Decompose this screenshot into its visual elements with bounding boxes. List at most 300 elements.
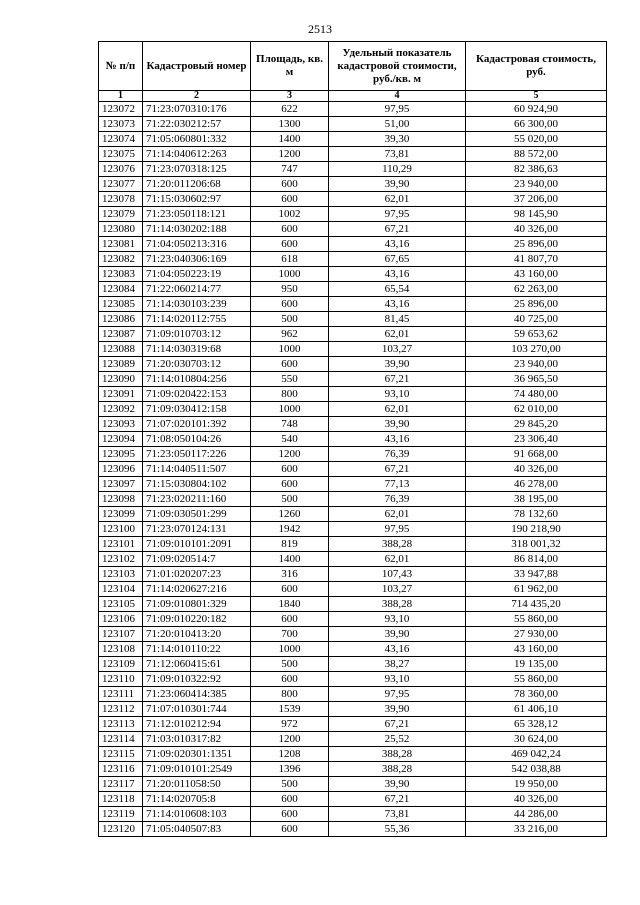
row-number-cell: 123091 xyxy=(99,387,143,402)
table-row xyxy=(99,237,607,252)
table-row xyxy=(99,357,607,372)
cadastral-cost-cell: 60 924,90 xyxy=(466,102,607,117)
cadastral-cost-cell: 62 263,00 xyxy=(466,282,607,297)
header-row-number: № п/п xyxy=(99,42,143,91)
row-number-cell: 123113 xyxy=(99,717,143,732)
area-cell: 1200 xyxy=(251,447,329,462)
area-cell: 972 xyxy=(251,717,329,732)
cadastral-cost-cell: 190 218,90 xyxy=(466,522,607,537)
cadastral-cost-cell: 33 216,00 xyxy=(466,822,607,837)
area-cell: 700 xyxy=(251,627,329,642)
cadastral-cost-cell: 86 814,00 xyxy=(466,552,607,567)
cadastral-cost-cell: 61 406,10 xyxy=(466,702,607,717)
table-row xyxy=(99,612,607,627)
row-number-cell: 123082 xyxy=(99,252,143,267)
area-cell: 1300 xyxy=(251,117,329,132)
area-cell: 618 xyxy=(251,252,329,267)
specific-value-cell: 65,54 xyxy=(329,282,466,297)
cadastral-cost-cell: 61 962,00 xyxy=(466,582,607,597)
specific-value-cell: 39,90 xyxy=(329,177,466,192)
row-number-cell: 123081 xyxy=(99,237,143,252)
cadastral-number-cell: 71:09:030501:299 xyxy=(143,507,251,522)
table-row xyxy=(99,717,607,732)
cadastral-number-cell: 71:09:030412:158 xyxy=(143,402,251,417)
area-cell: 1200 xyxy=(251,147,329,162)
specific-value-cell: 388,28 xyxy=(329,762,466,777)
cadastral-number-cell: 71:12:060415:61 xyxy=(143,657,251,672)
specific-value-cell: 93,10 xyxy=(329,387,466,402)
table-row xyxy=(99,417,607,432)
cadastral-number-cell: 71:20:010413:20 xyxy=(143,627,251,642)
cadastral-number-cell: 71:09:010801:329 xyxy=(143,597,251,612)
area-cell: 550 xyxy=(251,372,329,387)
cadastral-cost-cell: 65 328,12 xyxy=(466,717,607,732)
row-number-cell: 123120 xyxy=(99,822,143,837)
row-number-cell: 123107 xyxy=(99,627,143,642)
header-area: Площадь, кв. м xyxy=(251,42,329,91)
row-number-cell: 123118 xyxy=(99,792,143,807)
cadastral-number-cell: 71:14:020627:216 xyxy=(143,582,251,597)
cadastral-cost-cell: 103 270,00 xyxy=(466,342,607,357)
header-cadastral-number: Кадастровый номер xyxy=(143,42,251,91)
table-column-number-row xyxy=(99,91,607,102)
cadastral-number-cell: 71:23:050118:121 xyxy=(143,207,251,222)
specific-value-cell: 77,13 xyxy=(329,477,466,492)
table-row xyxy=(99,162,607,177)
cadastral-number-cell: 71:01:020207:23 xyxy=(143,567,251,582)
row-number-cell: 123109 xyxy=(99,657,143,672)
table-row xyxy=(99,537,607,552)
specific-value-cell: 103,27 xyxy=(329,342,466,357)
cadastral-number-cell: 71:14:030202:188 xyxy=(143,222,251,237)
cadastral-cost-cell: 25 896,00 xyxy=(466,237,607,252)
area-cell: 500 xyxy=(251,492,329,507)
specific-value-cell: 62,01 xyxy=(329,552,466,567)
table-body xyxy=(99,102,607,837)
specific-value-cell: 62,01 xyxy=(329,192,466,207)
specific-value-cell: 73,81 xyxy=(329,807,466,822)
specific-value-cell: 388,28 xyxy=(329,537,466,552)
specific-value-cell: 43,16 xyxy=(329,432,466,447)
cadastral-number-cell: 71:23:040306:169 xyxy=(143,252,251,267)
area-cell: 600 xyxy=(251,222,329,237)
specific-value-cell: 39,90 xyxy=(329,702,466,717)
specific-value-cell: 67,21 xyxy=(329,462,466,477)
cadastral-number-cell: 71:14:040612:263 xyxy=(143,147,251,162)
area-cell: 500 xyxy=(251,657,329,672)
cadastral-number-cell: 71:23:060414:385 xyxy=(143,687,251,702)
area-cell: 600 xyxy=(251,477,329,492)
table-row xyxy=(99,807,607,822)
cadastral-cost-cell: 40 326,00 xyxy=(466,462,607,477)
column-number: 3 xyxy=(251,91,329,102)
cadastral-cost-cell: 88 572,00 xyxy=(466,147,607,162)
cadastral-cost-cell: 40 326,00 xyxy=(466,792,607,807)
cadastral-cost-cell: 78 132,60 xyxy=(466,507,607,522)
row-number-cell: 123102 xyxy=(99,552,143,567)
table-row xyxy=(99,402,607,417)
row-number-cell: 123087 xyxy=(99,327,143,342)
area-cell: 600 xyxy=(251,792,329,807)
cadastral-number-cell: 71:23:020211:160 xyxy=(143,492,251,507)
area-cell: 600 xyxy=(251,612,329,627)
cadastral-cost-cell: 23 940,00 xyxy=(466,177,607,192)
row-number-cell: 123092 xyxy=(99,402,143,417)
cadastral-cost-cell: 29 845,20 xyxy=(466,417,607,432)
row-number-cell: 123088 xyxy=(99,342,143,357)
table-header-row xyxy=(99,42,607,91)
table-row xyxy=(99,342,607,357)
table-row xyxy=(99,192,607,207)
table-row xyxy=(99,777,607,792)
table-row xyxy=(99,762,607,777)
cadastral-cost-cell: 55 860,00 xyxy=(466,672,607,687)
area-cell: 962 xyxy=(251,327,329,342)
table-row xyxy=(99,672,607,687)
specific-value-cell: 103,27 xyxy=(329,582,466,597)
cadastral-cost-cell: 59 653,62 xyxy=(466,327,607,342)
specific-value-cell: 67,65 xyxy=(329,252,466,267)
specific-value-cell: 81,45 xyxy=(329,312,466,327)
table-row xyxy=(99,597,607,612)
specific-value-cell: 97,95 xyxy=(329,102,466,117)
specific-value-cell: 43,16 xyxy=(329,642,466,657)
specific-value-cell: 67,21 xyxy=(329,222,466,237)
column-number: 5 xyxy=(466,91,607,102)
area-cell: 600 xyxy=(251,297,329,312)
table-row xyxy=(99,792,607,807)
row-number-cell: 123116 xyxy=(99,762,143,777)
specific-value-cell: 43,16 xyxy=(329,267,466,282)
area-cell: 500 xyxy=(251,777,329,792)
specific-value-cell: 93,10 xyxy=(329,672,466,687)
specific-value-cell: 67,21 xyxy=(329,717,466,732)
cadastral-number-cell: 71:15:030804:102 xyxy=(143,477,251,492)
cadastral-number-cell: 71:07:010301:744 xyxy=(143,702,251,717)
table-row xyxy=(99,447,607,462)
area-cell: 800 xyxy=(251,687,329,702)
cadastral-value-table xyxy=(98,41,607,837)
cadastral-cost-cell: 38 195,00 xyxy=(466,492,607,507)
cadastral-number-cell: 71:04:050223:19 xyxy=(143,267,251,282)
cadastral-number-cell: 71:09:020301:1351 xyxy=(143,747,251,762)
area-cell: 600 xyxy=(251,237,329,252)
row-number-cell: 123105 xyxy=(99,597,143,612)
specific-value-cell: 67,21 xyxy=(329,792,466,807)
row-number-cell: 123111 xyxy=(99,687,143,702)
row-number-cell: 123095 xyxy=(99,447,143,462)
column-number: 1 xyxy=(99,91,143,102)
cadastral-number-cell: 71:09:010322:92 xyxy=(143,672,251,687)
specific-value-cell: 388,28 xyxy=(329,597,466,612)
cadastral-cost-cell: 19 135,00 xyxy=(466,657,607,672)
area-cell: 1200 xyxy=(251,732,329,747)
cadastral-number-cell: 71:08:050104:26 xyxy=(143,432,251,447)
table-row xyxy=(99,102,607,117)
area-cell: 1000 xyxy=(251,642,329,657)
row-number-cell: 123077 xyxy=(99,177,143,192)
specific-value-cell: 110,29 xyxy=(329,162,466,177)
table-row xyxy=(99,177,607,192)
table-row xyxy=(99,207,607,222)
cadastral-cost-cell: 542 038,88 xyxy=(466,762,607,777)
cadastral-number-cell: 71:09:010703:12 xyxy=(143,327,251,342)
table-row xyxy=(99,477,607,492)
cadastral-number-cell: 71:09:010101:2549 xyxy=(143,762,251,777)
specific-value-cell: 62,01 xyxy=(329,402,466,417)
cadastral-number-cell: 71:14:020112:755 xyxy=(143,312,251,327)
cadastral-number-cell: 71:05:040507:83 xyxy=(143,822,251,837)
cadastral-number-cell: 71:23:050117:226 xyxy=(143,447,251,462)
area-cell: 316 xyxy=(251,567,329,582)
table-row xyxy=(99,687,607,702)
area-cell: 800 xyxy=(251,387,329,402)
cadastral-number-cell: 71:09:010220:182 xyxy=(143,612,251,627)
specific-value-cell: 107,43 xyxy=(329,567,466,582)
cadastral-cost-cell: 23 306,40 xyxy=(466,432,607,447)
cadastral-number-cell: 71:12:010212:94 xyxy=(143,717,251,732)
specific-value-cell: 51,00 xyxy=(329,117,466,132)
specific-value-cell: 67,21 xyxy=(329,372,466,387)
specific-value-cell: 76,39 xyxy=(329,447,466,462)
cadastral-number-cell: 71:22:060214:77 xyxy=(143,282,251,297)
table-row xyxy=(99,297,607,312)
cadastral-number-cell: 71:03:010317:82 xyxy=(143,732,251,747)
table-row xyxy=(99,642,607,657)
cadastral-cost-cell: 30 624,00 xyxy=(466,732,607,747)
row-number-cell: 123089 xyxy=(99,357,143,372)
row-number-cell: 123096 xyxy=(99,462,143,477)
area-cell: 500 xyxy=(251,312,329,327)
header-specific-value: Удельный показатель кадастровой стоимости, руб./кв. м xyxy=(329,42,466,91)
area-cell: 1002 xyxy=(251,207,329,222)
table-row xyxy=(99,732,607,747)
area-cell: 1539 xyxy=(251,702,329,717)
row-number-cell: 123080 xyxy=(99,222,143,237)
table-row xyxy=(99,147,607,162)
table-row xyxy=(99,567,607,582)
area-cell: 600 xyxy=(251,462,329,477)
cadastral-number-cell: 71:14:010608:103 xyxy=(143,807,251,822)
cadastral-number-cell: 71:04:050213:316 xyxy=(143,237,251,252)
cadastral-number-cell: 71:23:070318:125 xyxy=(143,162,251,177)
row-number-cell: 123079 xyxy=(99,207,143,222)
cadastral-number-cell: 71:09:020422:153 xyxy=(143,387,251,402)
table-row xyxy=(99,282,607,297)
row-number-cell: 123090 xyxy=(99,372,143,387)
cadastral-number-cell: 71:14:010110:22 xyxy=(143,642,251,657)
row-number-cell: 123108 xyxy=(99,642,143,657)
area-cell: 540 xyxy=(251,432,329,447)
cadastral-number-cell: 71:20:011206:68 xyxy=(143,177,251,192)
cadastral-cost-cell: 66 300,00 xyxy=(466,117,607,132)
table-row xyxy=(99,117,607,132)
area-cell: 1400 xyxy=(251,552,329,567)
row-number-cell: 123119 xyxy=(99,807,143,822)
specific-value-cell: 55,36 xyxy=(329,822,466,837)
row-number-cell: 123100 xyxy=(99,522,143,537)
cadastral-cost-cell: 62 010,00 xyxy=(466,402,607,417)
row-number-cell: 123098 xyxy=(99,492,143,507)
specific-value-cell: 43,16 xyxy=(329,297,466,312)
cadastral-cost-cell: 78 360,00 xyxy=(466,687,607,702)
row-number-cell: 123084 xyxy=(99,282,143,297)
cadastral-cost-cell: 74 480,00 xyxy=(466,387,607,402)
table-row xyxy=(99,387,607,402)
cadastral-number-cell: 71:14:010804:256 xyxy=(143,372,251,387)
table-row xyxy=(99,462,607,477)
area-cell: 600 xyxy=(251,822,329,837)
row-number-cell: 123103 xyxy=(99,567,143,582)
specific-value-cell: 73,81 xyxy=(329,147,466,162)
specific-value-cell: 39,90 xyxy=(329,357,466,372)
table-row xyxy=(99,747,607,762)
specific-value-cell: 39,90 xyxy=(329,627,466,642)
table-row xyxy=(99,267,607,282)
area-cell: 622 xyxy=(251,102,329,117)
cadastral-cost-cell: 19 950,00 xyxy=(466,777,607,792)
cadastral-cost-cell: 43 160,00 xyxy=(466,642,607,657)
area-cell: 1000 xyxy=(251,342,329,357)
area-cell: 1400 xyxy=(251,132,329,147)
specific-value-cell: 43,16 xyxy=(329,237,466,252)
cadastral-number-cell: 71:09:020514:7 xyxy=(143,552,251,567)
area-cell: 819 xyxy=(251,537,329,552)
column-number: 4 xyxy=(329,91,466,102)
cadastral-cost-cell: 37 206,00 xyxy=(466,192,607,207)
cadastral-cost-cell: 33 947,88 xyxy=(466,567,607,582)
specific-value-cell: 97,95 xyxy=(329,522,466,537)
page-number: 2513 xyxy=(308,22,332,36)
cadastral-cost-cell: 43 160,00 xyxy=(466,267,607,282)
cadastral-number-cell: 71:14:040511:507 xyxy=(143,462,251,477)
specific-value-cell: 25,52 xyxy=(329,732,466,747)
area-cell: 1000 xyxy=(251,402,329,417)
row-number-cell: 123073 xyxy=(99,117,143,132)
specific-value-cell: 38,27 xyxy=(329,657,466,672)
row-number-cell: 123114 xyxy=(99,732,143,747)
specific-value-cell: 62,01 xyxy=(329,507,466,522)
cadastral-cost-cell: 40 326,00 xyxy=(466,222,607,237)
row-number-cell: 123115 xyxy=(99,747,143,762)
specific-value-cell: 76,39 xyxy=(329,492,466,507)
cadastral-cost-cell: 55 860,00 xyxy=(466,612,607,627)
area-cell: 600 xyxy=(251,357,329,372)
cadastral-number-cell: 71:05:060801:332 xyxy=(143,132,251,147)
table-row xyxy=(99,432,607,447)
cadastral-cost-cell: 36 965,50 xyxy=(466,372,607,387)
area-cell: 747 xyxy=(251,162,329,177)
table-row xyxy=(99,582,607,597)
row-number-cell: 123094 xyxy=(99,432,143,447)
specific-value-cell: 39,90 xyxy=(329,777,466,792)
area-cell: 1840 xyxy=(251,597,329,612)
cadastral-cost-cell: 98 145,90 xyxy=(466,207,607,222)
table-row xyxy=(99,222,607,237)
cadastral-cost-cell: 46 278,00 xyxy=(466,477,607,492)
table-row xyxy=(99,312,607,327)
table-row xyxy=(99,522,607,537)
row-number-cell: 123093 xyxy=(99,417,143,432)
cadastral-number-cell: 71:09:010101:2091 xyxy=(143,537,251,552)
cadastral-cost-cell: 91 668,00 xyxy=(466,447,607,462)
specific-value-cell: 39,30 xyxy=(329,132,466,147)
row-number-cell: 123085 xyxy=(99,297,143,312)
area-cell: 600 xyxy=(251,672,329,687)
cadastral-number-cell: 71:23:070310:176 xyxy=(143,102,251,117)
cadastral-cost-cell: 55 020,00 xyxy=(466,132,607,147)
cadastral-number-cell: 71:14:020705:8 xyxy=(143,792,251,807)
specific-value-cell: 97,95 xyxy=(329,687,466,702)
row-number-cell: 123086 xyxy=(99,312,143,327)
table-row xyxy=(99,702,607,717)
cadastral-number-cell: 71:14:030103:239 xyxy=(143,297,251,312)
cadastral-cost-cell: 41 807,70 xyxy=(466,252,607,267)
row-number-cell: 123072 xyxy=(99,102,143,117)
area-cell: 600 xyxy=(251,807,329,822)
row-number-cell: 123117 xyxy=(99,777,143,792)
row-number-cell: 123075 xyxy=(99,147,143,162)
cadastral-cost-cell: 469 042,24 xyxy=(466,747,607,762)
area-cell: 950 xyxy=(251,282,329,297)
table-row xyxy=(99,252,607,267)
specific-value-cell: 39,90 xyxy=(329,417,466,432)
table-row xyxy=(99,822,607,837)
cadastral-cost-cell: 25 896,00 xyxy=(466,297,607,312)
cadastral-cost-cell: 27 930,00 xyxy=(466,627,607,642)
row-number-cell: 123112 xyxy=(99,702,143,717)
cadastral-number-cell: 71:07:020101:392 xyxy=(143,417,251,432)
table-row xyxy=(99,657,607,672)
area-cell: 1208 xyxy=(251,747,329,762)
row-number-cell: 123078 xyxy=(99,192,143,207)
specific-value-cell: 97,95 xyxy=(329,207,466,222)
table-row xyxy=(99,492,607,507)
area-cell: 600 xyxy=(251,177,329,192)
cadastral-number-cell: 71:14:030319:68 xyxy=(143,342,251,357)
table-row xyxy=(99,327,607,342)
column-number: 2 xyxy=(143,91,251,102)
cadastral-cost-cell: 23 940,00 xyxy=(466,357,607,372)
row-number-cell: 123099 xyxy=(99,507,143,522)
area-cell: 600 xyxy=(251,192,329,207)
cadastral-number-cell: 71:15:030602:97 xyxy=(143,192,251,207)
cadastral-number-cell: 71:22:030212:57 xyxy=(143,117,251,132)
area-cell: 1942 xyxy=(251,522,329,537)
cadastral-cost-cell: 318 001,32 xyxy=(466,537,607,552)
row-number-cell: 123101 xyxy=(99,537,143,552)
table-row xyxy=(99,507,607,522)
row-number-cell: 123083 xyxy=(99,267,143,282)
table-row xyxy=(99,552,607,567)
row-number-cell: 123106 xyxy=(99,612,143,627)
row-number-cell: 123097 xyxy=(99,477,143,492)
area-cell: 600 xyxy=(251,582,329,597)
area-cell: 1396 xyxy=(251,762,329,777)
cadastral-cost-cell: 40 725,00 xyxy=(466,312,607,327)
table-row xyxy=(99,372,607,387)
specific-value-cell: 62,01 xyxy=(329,327,466,342)
table-row xyxy=(99,627,607,642)
header-cadastral-cost: Кадастровая стоимость, руб. xyxy=(466,42,607,91)
area-cell: 1000 xyxy=(251,267,329,282)
cadastral-number-cell: 71:23:070124:131 xyxy=(143,522,251,537)
cadastral-number-cell: 71:20:030703:12 xyxy=(143,357,251,372)
table-row xyxy=(99,132,607,147)
row-number-cell: 123110 xyxy=(99,672,143,687)
cadastral-number-cell: 71:20:011058:50 xyxy=(143,777,251,792)
cadastral-cost-cell: 82 386,63 xyxy=(466,162,607,177)
